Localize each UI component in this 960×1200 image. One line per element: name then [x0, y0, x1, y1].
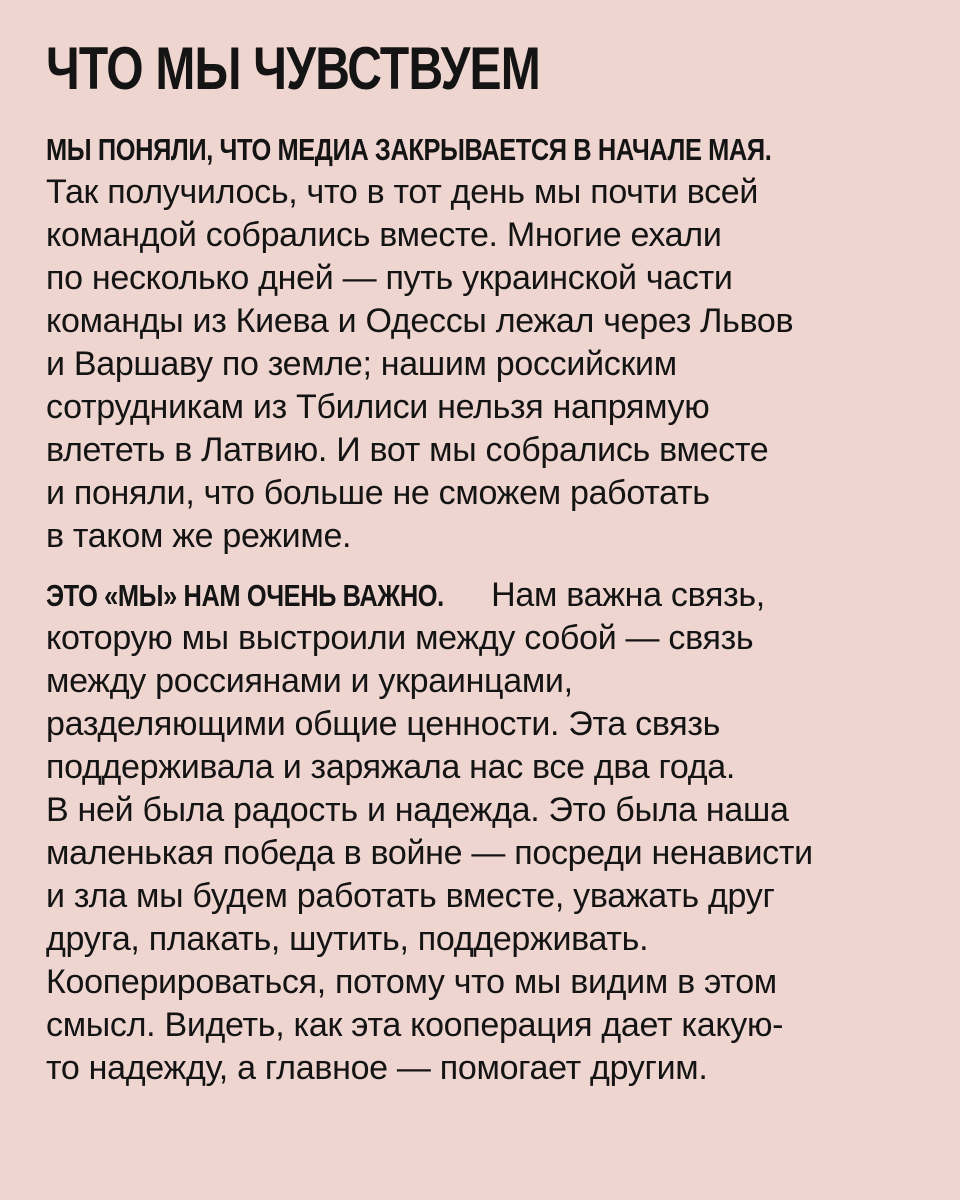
text-line: влететь в Латвию. И вот мы собрались вместе — [46, 431, 769, 469]
paragraph-1-lead: МЫ ПОНЯЛИ, ЧТО МЕДИА ЗАКРЫВАЕТСЯ В НАЧАЛЕ МАЯ. — [46, 132, 772, 167]
text-line: В ней была радость и надежда. Это была наша — [46, 791, 789, 829]
page-title: ЧТО МЫ ЧУВСТВУЕМ — [46, 35, 540, 102]
text-line: между россиянами и украинцами, — [46, 662, 573, 700]
text-line: разделяющими общие ценности. Эта связь — [46, 705, 721, 743]
text-line: маленькая победа в войне — посреди ненависти — [46, 834, 813, 872]
text-line: Кооперироваться, потому что мы видим в этом — [46, 963, 777, 1001]
paragraph-2-first-line — [46, 574, 910, 617]
text-line: которую мы выстроили между собой — связь — [46, 619, 754, 657]
text-line: сотрудникам из Тбилиси нельзя напрямую — [46, 388, 710, 426]
text-line: и зла мы будем работать вместе, уважать друг — [46, 877, 775, 915]
text-line: Так получилось, что в тот день мы почти всей — [46, 173, 759, 211]
text-line: в таком же режиме. — [46, 517, 352, 555]
paragraph-2 — [46, 574, 910, 1090]
text-line: друга, плакать, шутить, поддерживать. — [46, 920, 649, 958]
paragraph-2-lead: ЭТО «МЫ» НАМ ОЧЕНЬ ВАЖНО. — [46, 578, 444, 613]
text-line: и Варшаву по земле; нашим российским — [46, 345, 677, 383]
paragraph-2-first-line-text: Нам важна связь, — [491, 576, 765, 614]
text-line: и поняли, что больше не сможем работать — [46, 474, 710, 512]
text-line: поддерживала и заряжала нас все два года. — [46, 748, 736, 786]
paragraph-1 — [46, 128, 910, 558]
text-line: смысл. Видеть, как эта кооперация дает какую- — [46, 1006, 784, 1044]
text-line: команды из Киева и Одессы лежал через Львов — [46, 302, 794, 340]
text-line: то надежду, а главное — помогает другим. — [46, 1049, 708, 1087]
text-line: командой собрались вместе. Многие ехали — [46, 216, 722, 254]
text-line: по несколько дней — путь украинской части — [46, 259, 733, 297]
